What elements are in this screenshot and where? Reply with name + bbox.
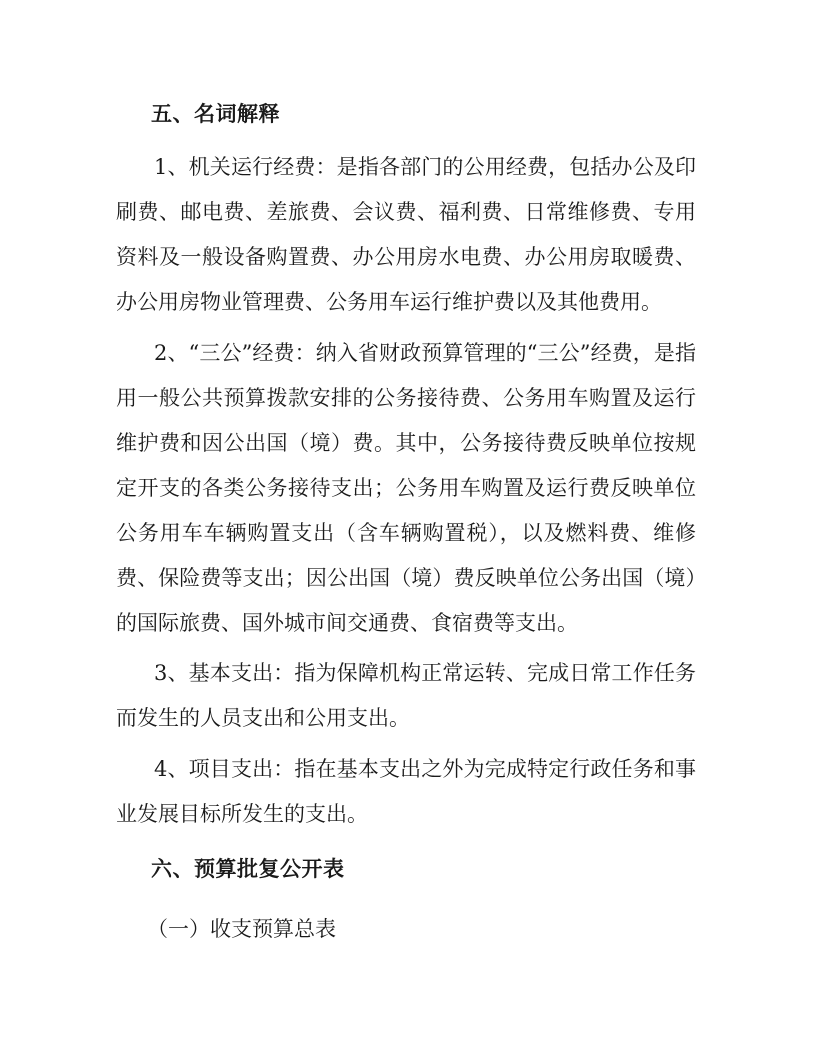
definition-1-paragraph: 1、机关运行经费：是指各部门的公用经费，包括办公及印刷费、邮电费、差旅费、会议费、福利费、日常维修费、专用资料及一般设备购置费、办公用房水电费、办公用房取暖费、办公用房物业管理费、公务用车运行维护费以及其他费用。 bbox=[116, 155, 696, 314]
definition-3-paragraph: 3、基本支出：指为保障机构正常运转、完成日常工作任务而发生的人员支出和公用支出。 bbox=[116, 661, 696, 730]
section-6-heading: 六、预算批复公开表 bbox=[151, 857, 345, 881]
definition-2-paragraph: 2、“三公”经费：纳入省财政预算管理的“三公”经费，是指用一般公共预算拨款安排的公务接待费、公务用车购置及运行维护费和因公出国（境）费。其中，公务接待费反映单位按规定开支的各类公务接待支出；公务用车购置及运行费反映单位公务用车车辆购置支出（含车辆购置税），以及燃料费、维修费、保险费等支出；因公出国（境）费反映单位公务出国（境）的国际旅费、国外城市间交通费、食宿费等支出。 bbox=[116, 341, 696, 635]
section-5-heading: 五、名词解释 bbox=[151, 102, 280, 126]
definition-4-paragraph: 4、项目支出：指在基本支出之外为完成特定行政任务和事业发展目标所发生的支出。 bbox=[116, 757, 696, 826]
table-1-subheading: （一）收支预算总表 bbox=[147, 917, 336, 941]
